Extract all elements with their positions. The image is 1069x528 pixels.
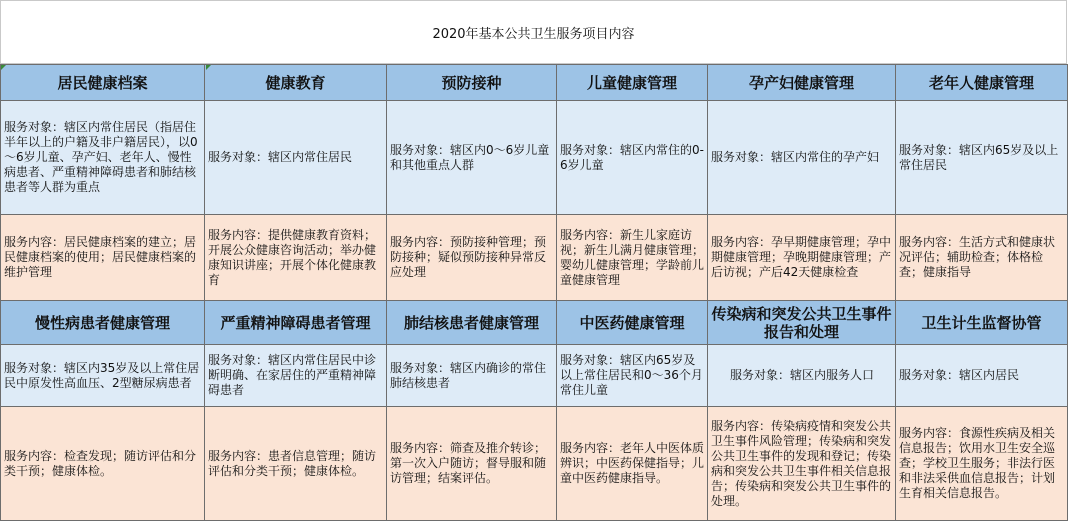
target-tcm-health: 服务对象：辖区内65岁及以上常住居民和0～36个月常住儿童 xyxy=(557,345,708,407)
target-health-education: 服务对象：辖区内常住居民 xyxy=(205,101,387,215)
content-child-health: 服务内容：新生儿家庭访视；新生儿满月健康管理；婴幼儿健康管理；学龄前儿童健康管理 xyxy=(557,215,708,301)
content-maternal-health: 服务内容：孕早期健康管理；孕中期健康管理；孕晚期健康管理；产后访视；产后42天健康检查 xyxy=(708,215,896,301)
header-health-records: 居民健康档案 xyxy=(1,65,205,101)
content-health-records: 服务内容：居民健康档案的建立；居民健康档案的使用；居民健康档案的维护管理 xyxy=(1,215,205,301)
target-health-records: 服务对象：辖区内常住居民（指居住半年以上的户籍及非户籍居民），以0～6岁儿童、孕产妇、老年人、慢性病患者、严重精神障碍患者和肺结核患者等人群为重点 xyxy=(1,101,205,215)
header-chronic-disease: 慢性病患者健康管理 xyxy=(1,301,205,345)
content-tuberculosis: 服务内容：筛查及推介转诊；第一次入户随访；督导服和随访管理；结案评估。 xyxy=(387,407,557,521)
target-chronic-disease: 服务对象：辖区内35岁及以上常住居民中原发性高血压、2型糖尿病患者 xyxy=(1,345,205,407)
content-mental-disorder: 服务内容：患者信息管理；随访评估和分类干预；健康体检。 xyxy=(205,407,387,521)
header-mental-disorder: 严重精神障碍患者管理 xyxy=(205,301,387,345)
target-infectious-disease: 服务对象：辖区内服务人口 xyxy=(708,345,896,407)
cell-error-marker xyxy=(1,65,6,70)
header-child-health: 儿童健康管理 xyxy=(557,65,708,101)
header-elderly-health: 老年人健康管理 xyxy=(896,65,1068,101)
content-health-supervision: 服务内容：食源性疾病及相关信息报告；饮用水卫生安全巡查；学校卫生服务；非法行医和非法采供血信息报告；计划生育相关信息报告。 xyxy=(896,407,1068,521)
header-infectious-disease: 传染病和突发公共卫生事件报告和处理 xyxy=(708,301,896,345)
target-maternal-health: 服务对象：辖区内常住的孕产妇 xyxy=(708,101,896,215)
content-infectious-disease: 服务内容：传染病疫情和突发公共卫生事件风险管理；传染病和突发公共卫生事件的发现和登记；传染病和突发公共卫生事件相关信息报告；传染病和突发公共卫生事件的处理。 xyxy=(708,407,896,521)
header-health-education: 健康教育 xyxy=(205,65,387,101)
target-health-supervision: 服务对象：辖区内居民 xyxy=(896,345,1068,407)
header-maternal-health: 孕产妇健康管理 xyxy=(708,65,896,101)
header-tuberculosis: 肺结核患者健康管理 xyxy=(387,301,557,345)
target-vaccination: 服务对象：辖区内0～6岁儿童和其他重点人群 xyxy=(387,101,557,215)
header-tcm-health: 中医药健康管理 xyxy=(557,301,708,345)
service-items-table xyxy=(0,64,1068,521)
header-vaccination: 预防接种 xyxy=(387,65,557,101)
header-health-supervision: 卫生计生监督协管 xyxy=(896,301,1068,345)
table-title-row xyxy=(0,0,1067,64)
target-mental-disorder: 服务对象：辖区内常住居民中诊断明确、在家居住的严重精神障碍患者 xyxy=(205,345,387,407)
content-health-education: 服务内容：提供健康教育资料；开展公众健康咨询活动；举办健康知识讲座；开展个体化健康教育 xyxy=(205,215,387,301)
content-tcm-health: 服务内容：老年人中医体质辨识；中医药保健指导；儿童中医药健康指导。 xyxy=(557,407,708,521)
target-elderly-health: 服务对象：辖区内65岁及以上常住居民 xyxy=(896,101,1068,215)
target-child-health: 服务对象：辖区内常住的0-6岁儿童 xyxy=(557,101,708,215)
content-elderly-health: 服务内容：生活方式和健康状况评估；辅助检查；体格检查；健康指导 xyxy=(896,215,1068,301)
content-vaccination: 服务内容：预防接种管理；预防接种；疑似预防接种异常反应处理 xyxy=(387,215,557,301)
cell-error-marker xyxy=(206,65,211,70)
target-tuberculosis: 服务对象：辖区内确诊的常住肺结核患者 xyxy=(387,345,557,407)
content-chronic-disease: 服务内容：检查发现；随访评估和分类干预；健康体检。 xyxy=(1,407,205,521)
table-title: 2020年基本公共卫生服务项目内容 xyxy=(432,26,635,42)
